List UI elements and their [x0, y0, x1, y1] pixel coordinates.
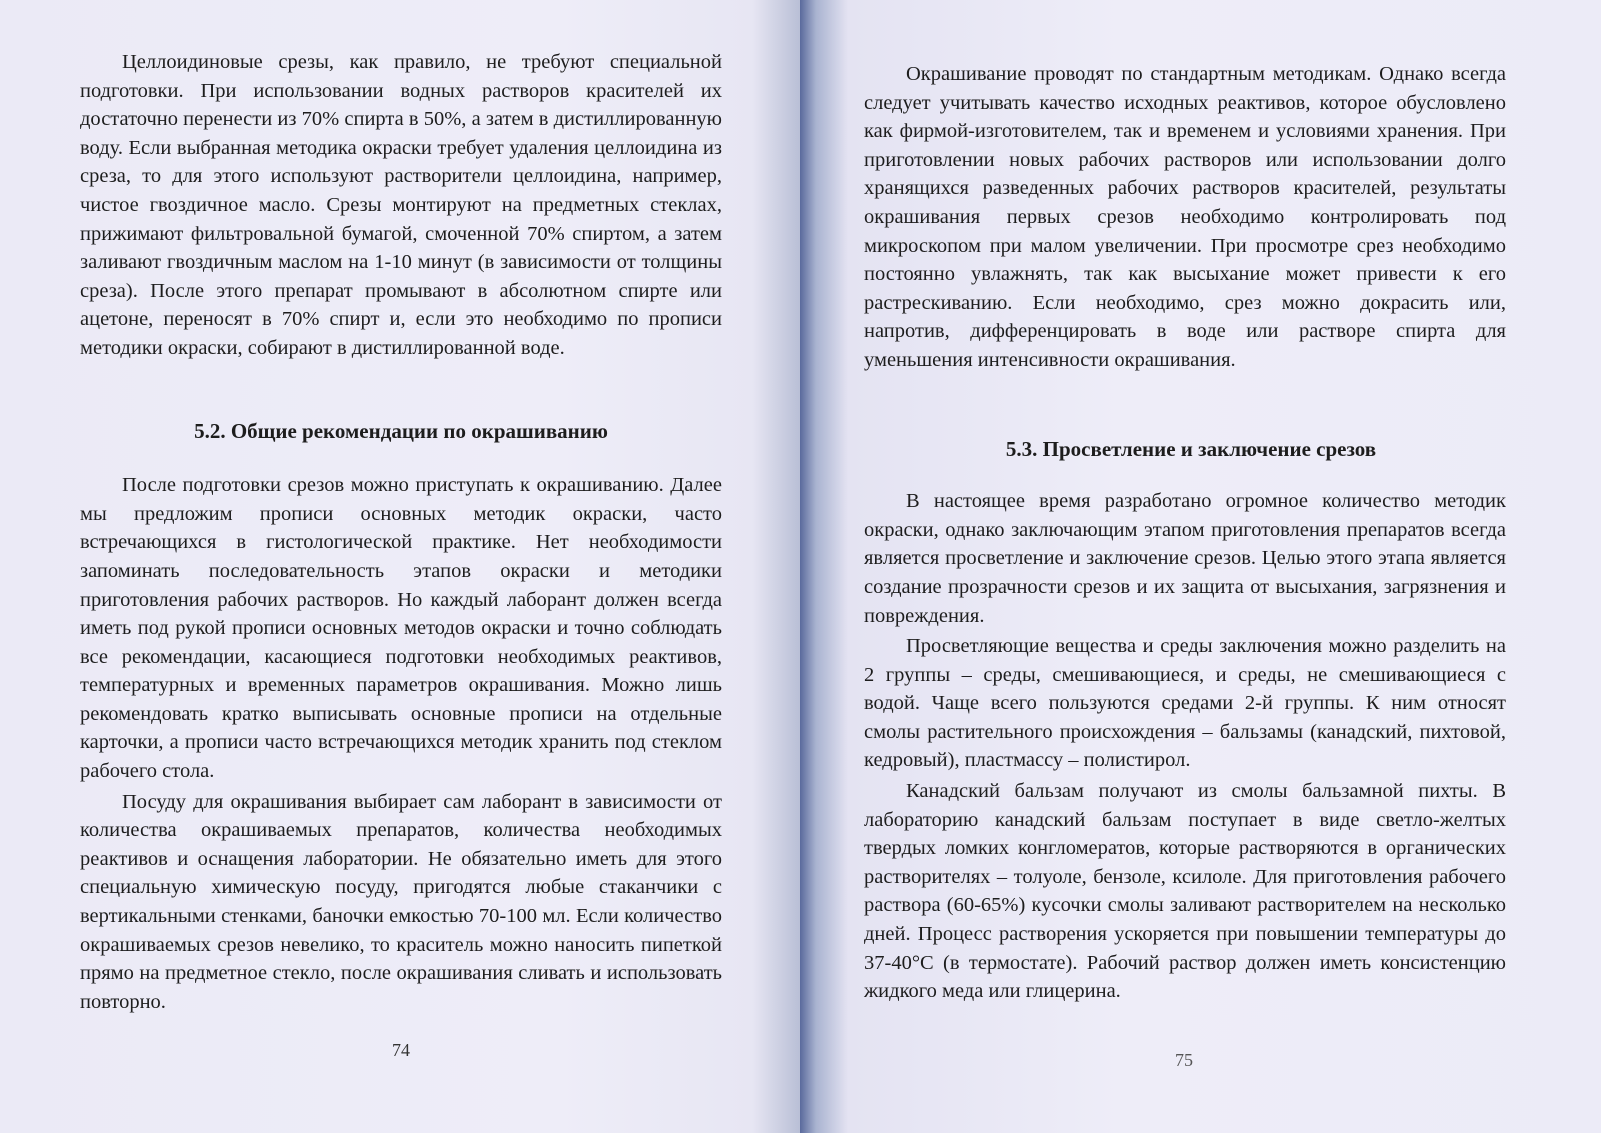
left-page: [0, 0, 800, 1133]
page-number-right: 75: [1175, 1050, 1193, 1070]
page-number-left: 74: [392, 1040, 410, 1060]
right-paragraph-2: В настоящее время разработано огромное количество методик окраски, однако заключающим этапом приготовления препаратов всегда является просветление и заключение срезов. Целью этого этапа является создание прозрачности срезов и их защита от высыхания, загрязнения и повреждения.: [864, 490, 1506, 627]
right-paragraph-4: Канадский бальзам получают из смолы бальзамной пихты. В лабораторию канадский бальзам поступает в виде светло-желтых твердых ломких конгломератов, которые растворяются в органических растворителях – толуоле, бензоле, ксилоле. Для приготовления рабочего раствора (60-65%) кусочки смолы заливают растворителем на несколько дней. Процесс растворения ускоряется при повышении температуры до 37-40°С (в термостате). Рабочий раствор должен иметь консистенцию жидкого меда или глицерина.: [864, 780, 1506, 1003]
right-page: [800, 0, 1601, 1133]
right-page-text: [864, 60, 1506, 1006]
right-paragraph-3: Просветляющие вещества и среды заключения можно разделить на 2 группы – среды, смешивающиеся, и среды, не смешивающиеся с водой. Чаще всего пользуются средами 2-й группы. К ним относят смолы растительного происхождения – бальзамы (канадский, пихтовой, кедровый), пластмассу – полистирол.: [864, 635, 1506, 772]
section-heading-5-3: 5.3. Просветление и заключение срезов: [1005, 436, 1377, 461]
right-paragraph-1: Окрашивание проводят по стандартным методикам. Однако всегда следует учитывать качество исходных реактивов, которое обусловлено как фирмой-изготовителем, так и временем и условиями хранения. При приготовлении новых рабочих растворов или использовании долго хранящихся разведенных рабочих растворов красителей, результаты окрашивания первых срезов необходимо контролировать под микроскопом при малом увеличении. При просмотре срез необходимо постоянно увлажнять, так как высыхание может привести к его растрескиванию. Если необходимо, срез можно докрасить или, напротив, дифференцировать в воде или растворе спирта для уменьшения интенсивности окрашивания.: [864, 63, 1506, 371]
left-paragraph-2: После подготовки срезов можно приступать к окрашиванию. Далее мы предложим прописи основных методик окраски, часто встречающихся в гистологической практике. Нет необходимости запоминать последовательность этапов окраски и методики приготовления рабочих растворов. Но каждый лаборант должен всегда иметь под рукой прописи основных методов окраски и точно соблюдать все рекомендации, касающиеся подготовки необходимых реактивов, температурных и временных параметров окрашивания. Можно лишь рекомендовать кратко выписывать основные прописи на отдельные карточки, а прописи часто встречающихся методик хранить под стеклом рабочего стола.: [80, 474, 722, 783]
left-paragraph-1: Целлоидиновые срезы, как правило, не требуют специальной подготовки. При использовании водных растворов красителей их достаточно перенести из 70% спирта в 50%, а затем в дистиллированную воду. Если выбранная методика окраски требует удаления целлоидина из среза, то для этого используют растворители целлоидина, например, чистое гвоздичное масло. Срезы монтируют на предметных стеклах, прижимают фильтровальной бумагой, смоченной 70% спиртом, а затем заливают гвоздичным маслом на 1-10 минут (в зависимости от толщины среза). После этого препарат промывают в абсолютном спирте или ацетоне, переносят в 70% спирт и, если это необходимо по прописи методики окраски, собирают в дистиллированной воде.: [80, 51, 722, 359]
left-page-text: [80, 48, 722, 1016]
left-paragraph-3: Посуду для окрашивания выбирает сам лаборант в зависимости от количества окрашиваемых препаратов, количества необходимых реактивов и оснащения лаборатории. Не обязательно иметь для этого специальную химическую посуду, пригодятся любые стаканчики с вертикальными стенками, баночки емкостью 70-100 мл. Если количество окрашиваемых срезов невелико, то краситель можно наносить пипеткой прямо на предметное стекло, после окрашивания сливать и использовать повторно.: [80, 790, 722, 1013]
section-heading-5-2: 5.2. Общие рекомендации по окрашиванию: [194, 418, 608, 443]
